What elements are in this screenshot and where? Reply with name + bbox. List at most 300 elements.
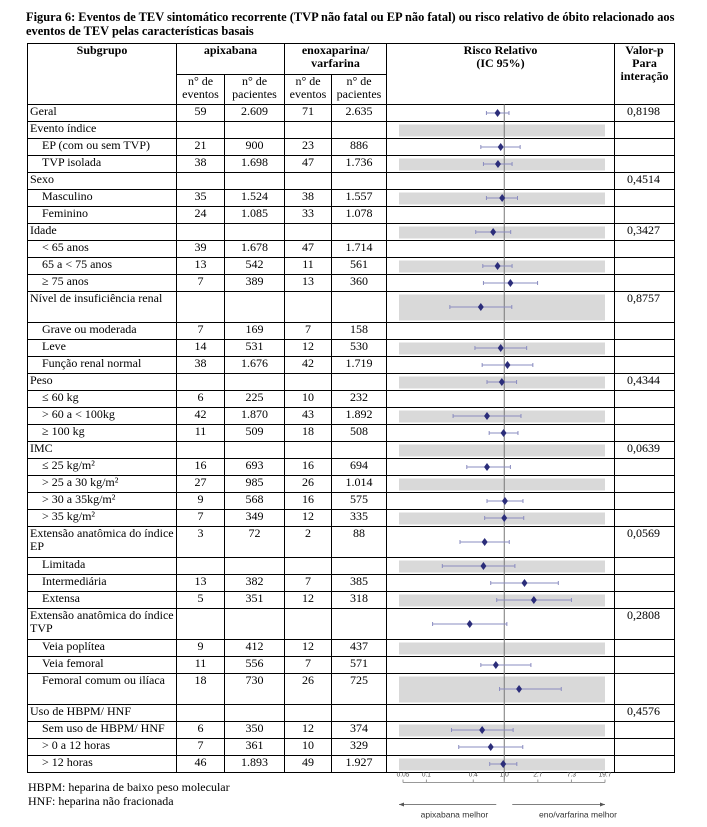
header-enox-events: n° de eventos xyxy=(285,75,332,105)
forest-cell xyxy=(387,207,615,224)
subgroup-label: Sexo xyxy=(28,173,177,190)
forest-cell xyxy=(387,156,615,173)
p-value xyxy=(615,190,675,207)
forest-cell xyxy=(387,657,615,674)
table-row xyxy=(28,722,675,739)
table-row xyxy=(28,292,675,323)
p-value xyxy=(615,558,675,575)
apix-events: 46 xyxy=(177,756,225,773)
subgroup-label: IMC xyxy=(28,442,177,459)
enox-patients: 2.635 xyxy=(332,105,387,122)
apix-events: 35 xyxy=(177,190,225,207)
forest-cell xyxy=(387,575,615,592)
subgroup-label: > 0 a 12 horas xyxy=(28,739,177,756)
enox-patients xyxy=(332,292,387,323)
enox-events xyxy=(285,374,332,391)
subgroup-label: > 25 a 30 kg/m² xyxy=(28,476,177,493)
forest-cell xyxy=(387,173,615,190)
table-row xyxy=(28,340,675,357)
apix-patients: 1.524 xyxy=(225,190,285,207)
enox-patients: 88 xyxy=(332,527,387,558)
enox-events: 26 xyxy=(285,476,332,493)
apix-events: 9 xyxy=(177,640,225,657)
apix-events xyxy=(177,173,225,190)
enox-patients: 725 xyxy=(332,674,387,705)
forest-cell xyxy=(387,323,615,340)
p-value: 0,2808 xyxy=(615,609,675,640)
table-row xyxy=(28,139,675,156)
forest-cell xyxy=(387,756,615,773)
subgroup-label: < 65 anos xyxy=(28,241,177,258)
enox-patients: 1.078 xyxy=(332,207,387,224)
header-rr-title: Risco Relativo xyxy=(463,43,538,57)
forest-cell xyxy=(387,292,615,323)
apix-events: 7 xyxy=(177,739,225,756)
header-p-value: Valor-p Para interação xyxy=(615,44,675,105)
enox-patients: 1.557 xyxy=(332,190,387,207)
enox-events: 13 xyxy=(285,275,332,292)
enox-patients: 385 xyxy=(332,575,387,592)
header-enoxaparin: enoxaparina/ varfarina xyxy=(285,44,387,75)
p-value: 0,8198 xyxy=(615,105,675,122)
apix-patients: 1.678 xyxy=(225,241,285,258)
header-enox-patients: n° de pacientes xyxy=(332,75,387,105)
enox-events xyxy=(285,173,332,190)
apix-events: 3 xyxy=(177,527,225,558)
p-value xyxy=(615,657,675,674)
table-row xyxy=(28,476,675,493)
apix-events xyxy=(177,609,225,640)
apix-patients: 72 xyxy=(225,527,285,558)
apix-events: 14 xyxy=(177,340,225,357)
forest-cell xyxy=(387,558,615,575)
apix-events: 9 xyxy=(177,493,225,510)
subgroup-label: Grave ou moderada xyxy=(28,323,177,340)
enox-events: 7 xyxy=(285,575,332,592)
table-row xyxy=(28,190,675,207)
table-row xyxy=(28,705,675,722)
table-row xyxy=(28,575,675,592)
p-value xyxy=(615,510,675,527)
table-row xyxy=(28,609,675,640)
forest-cell xyxy=(387,139,615,156)
p-value xyxy=(615,476,675,493)
enox-events: 12 xyxy=(285,510,332,527)
apix-patients: 509 xyxy=(225,425,285,442)
subgroup-label: Peso xyxy=(28,374,177,391)
apix-events: 59 xyxy=(177,105,225,122)
enox-events: 12 xyxy=(285,722,332,739)
enox-events: 7 xyxy=(285,323,332,340)
apix-patients: 361 xyxy=(225,739,285,756)
table-row xyxy=(28,527,675,558)
table-row xyxy=(28,442,675,459)
enox-events: 10 xyxy=(285,739,332,756)
subgroup-label: Sem uso de HBPM/ HNF xyxy=(28,722,177,739)
p-value xyxy=(615,340,675,357)
forest-cell xyxy=(387,459,615,476)
apix-patients xyxy=(225,224,285,241)
p-value xyxy=(615,493,675,510)
subgroup-label: Veia femoral xyxy=(28,657,177,674)
x-tick-label: 7.3 xyxy=(566,771,576,779)
apix-patients: 350 xyxy=(225,722,285,739)
x-tick-label: 0.05 xyxy=(396,771,410,779)
forest-cell xyxy=(387,357,615,374)
x-tick-label: 0.4 xyxy=(468,771,478,779)
enox-patients: 1.892 xyxy=(332,408,387,425)
forest-cell xyxy=(387,493,615,510)
forest-cell xyxy=(387,374,615,391)
subgroup-label: ≥ 100 kg xyxy=(28,425,177,442)
enox-patients xyxy=(332,224,387,241)
p-value xyxy=(615,459,675,476)
p-value xyxy=(615,156,675,173)
apix-patients: 1.698 xyxy=(225,156,285,173)
forest-cell xyxy=(387,722,615,739)
enox-patients: 1.714 xyxy=(332,241,387,258)
enox-events: 49 xyxy=(285,756,332,773)
apix-events: 21 xyxy=(177,139,225,156)
p-value xyxy=(615,722,675,739)
p-value xyxy=(615,640,675,657)
arrow-left-head xyxy=(399,803,404,807)
forest-cell xyxy=(387,105,615,122)
table-row xyxy=(28,408,675,425)
apix-events: 38 xyxy=(177,357,225,374)
enox-events: 43 xyxy=(285,408,332,425)
apix-events xyxy=(177,224,225,241)
apix-patients xyxy=(225,122,285,139)
apix-events: 16 xyxy=(177,459,225,476)
subgroup-label: Evento índice xyxy=(28,122,177,139)
table-row xyxy=(28,258,675,275)
apix-events: 11 xyxy=(177,425,225,442)
header-apix-patients: n° de pacientes xyxy=(225,75,285,105)
subgroup-label: ≤ 60 kg xyxy=(28,391,177,408)
table-row xyxy=(28,224,675,241)
p-value xyxy=(615,275,675,292)
apix-patients xyxy=(225,173,285,190)
table-row xyxy=(28,493,675,510)
apix-events: 6 xyxy=(177,722,225,739)
forest-cell xyxy=(387,425,615,442)
apix-patients xyxy=(225,442,285,459)
enox-events xyxy=(285,122,332,139)
apix-events: 11 xyxy=(177,657,225,674)
apix-events: 7 xyxy=(177,275,225,292)
forest-cell xyxy=(387,258,615,275)
enox-patients xyxy=(332,374,387,391)
enox-patients: 561 xyxy=(332,258,387,275)
subgroup-label: Extensa xyxy=(28,592,177,609)
subgroup-label: Intermediária xyxy=(28,575,177,592)
apix-events: 13 xyxy=(177,258,225,275)
apix-patients: 900 xyxy=(225,139,285,156)
forest-cell xyxy=(387,190,615,207)
table-row xyxy=(28,391,675,408)
apix-patients: 2.609 xyxy=(225,105,285,122)
table-row xyxy=(28,156,675,173)
apix-patients xyxy=(225,292,285,323)
enox-events: 71 xyxy=(285,105,332,122)
apix-events: 42 xyxy=(177,408,225,425)
apix-events: 39 xyxy=(177,241,225,258)
enox-events: 7 xyxy=(285,657,332,674)
x-tick-label: 2.7 xyxy=(533,771,543,779)
p-value xyxy=(615,139,675,156)
apix-patients: 349 xyxy=(225,510,285,527)
p-value xyxy=(615,122,675,139)
forest-cell xyxy=(387,408,615,425)
apix-patients: 1.893 xyxy=(225,756,285,773)
subgroup-label: > 35 kg/m² xyxy=(28,510,177,527)
p-value xyxy=(615,739,675,756)
enox-events: 26 xyxy=(285,674,332,705)
apix-events: 38 xyxy=(177,156,225,173)
apix-events xyxy=(177,122,225,139)
p-value xyxy=(615,323,675,340)
forest-cell xyxy=(387,391,615,408)
apix-patients: 1.870 xyxy=(225,408,285,425)
subgroup-label: Limitada xyxy=(28,558,177,575)
enox-patients: 437 xyxy=(332,640,387,657)
forest-cell xyxy=(387,241,615,258)
subgroup-label: Extensão anatômica do índice EP xyxy=(28,527,177,558)
forest-cell xyxy=(387,674,615,705)
p-value xyxy=(615,425,675,442)
subgroup-label: ≥ 75 anos xyxy=(28,275,177,292)
enox-events xyxy=(285,224,332,241)
apix-events: 6 xyxy=(177,391,225,408)
forest-cell xyxy=(387,224,615,241)
subgroup-label: 65 a < 75 anos xyxy=(28,258,177,275)
table-row xyxy=(28,323,675,340)
enox-patients xyxy=(332,173,387,190)
apix-patients xyxy=(225,609,285,640)
apix-patients: 693 xyxy=(225,459,285,476)
apix-patients: 412 xyxy=(225,640,285,657)
header-rr-ci: (IC 95%) xyxy=(476,56,525,70)
forest-cell xyxy=(387,442,615,459)
apix-events: 24 xyxy=(177,207,225,224)
enox-patients: 575 xyxy=(332,493,387,510)
apix-patients: 169 xyxy=(225,323,285,340)
enox-events: 38 xyxy=(285,190,332,207)
p-value xyxy=(615,592,675,609)
enox-events xyxy=(285,292,332,323)
table-row xyxy=(28,241,675,258)
enox-patients: 530 xyxy=(332,340,387,357)
table-row xyxy=(28,122,675,139)
apix-events: 5 xyxy=(177,592,225,609)
subgroup-label: > 12 horas xyxy=(28,756,177,773)
enox-events: 47 xyxy=(285,156,332,173)
enox-patients: 571 xyxy=(332,657,387,674)
enox-patients: 335 xyxy=(332,510,387,527)
header-apixaban: apixabana xyxy=(177,44,285,75)
table-row xyxy=(28,558,675,575)
apix-patients: 531 xyxy=(225,340,285,357)
apix-patients xyxy=(225,374,285,391)
enox-events xyxy=(285,609,332,640)
p-value: 0,8757 xyxy=(615,292,675,323)
enox-patients: 329 xyxy=(332,739,387,756)
table-row xyxy=(28,374,675,391)
enox-patients: 886 xyxy=(332,139,387,156)
x-tick-label: 19.7 xyxy=(598,771,612,779)
header-apix-events: n° de eventos xyxy=(177,75,225,105)
enox-events: 18 xyxy=(285,425,332,442)
enox-patients: 1.736 xyxy=(332,156,387,173)
table-row xyxy=(28,674,675,705)
apix-events: 18 xyxy=(177,674,225,705)
apix-patients: 730 xyxy=(225,674,285,705)
enox-events xyxy=(285,705,332,722)
apix-patients: 389 xyxy=(225,275,285,292)
apix-patients: 542 xyxy=(225,258,285,275)
p-value xyxy=(615,575,675,592)
forest-cell xyxy=(387,510,615,527)
forest-cell xyxy=(387,527,615,558)
subgroup-label: > 30 a 35kg/m² xyxy=(28,493,177,510)
enox-events xyxy=(285,558,332,575)
x-tick-label: 0.1 xyxy=(421,771,431,779)
apix-patients: 985 xyxy=(225,476,285,493)
enox-events: 12 xyxy=(285,640,332,657)
subgroup-label: > 60 a < 100kg xyxy=(28,408,177,425)
apix-patients: 1.676 xyxy=(225,357,285,374)
p-value: 0,0569 xyxy=(615,527,675,558)
enox-events: 2 xyxy=(285,527,332,558)
subgroup-label: Geral xyxy=(28,105,177,122)
forest-cell xyxy=(387,705,615,722)
apix-events xyxy=(177,705,225,722)
enox-patients: 232 xyxy=(332,391,387,408)
subgroup-label: Nível de insuficiência renal xyxy=(28,292,177,323)
forest-cell xyxy=(387,340,615,357)
table-row xyxy=(28,756,675,773)
enox-events: 16 xyxy=(285,493,332,510)
forest-cell xyxy=(387,640,615,657)
apix-patients xyxy=(225,705,285,722)
subgroup-table xyxy=(27,43,675,773)
footnotes xyxy=(28,780,230,808)
table-row xyxy=(28,739,675,756)
apix-patients xyxy=(225,558,285,575)
subgroup-label: Função renal normal xyxy=(28,357,177,374)
enox-events: 10 xyxy=(285,391,332,408)
enox-patients xyxy=(332,558,387,575)
table-row xyxy=(28,173,675,190)
enox-patients: 1.014 xyxy=(332,476,387,493)
enox-patients xyxy=(332,609,387,640)
apix-events xyxy=(177,374,225,391)
favor-left-label: apixabana melhor xyxy=(420,809,489,820)
forest-cell xyxy=(387,122,615,139)
apix-events: 7 xyxy=(177,510,225,527)
subgroup-label: Uso de HBPM/ HNF xyxy=(28,705,177,722)
subgroup-label: TVP isolada xyxy=(28,156,177,173)
header-relative-risk xyxy=(387,44,615,105)
enox-events xyxy=(285,442,332,459)
table-row xyxy=(28,510,675,527)
subgroup-label: Veia poplítea xyxy=(28,640,177,657)
p-value xyxy=(615,207,675,224)
table-row xyxy=(28,425,675,442)
enox-patients: 1.719 xyxy=(332,357,387,374)
forest-cell xyxy=(387,739,615,756)
p-value xyxy=(615,241,675,258)
p-value xyxy=(615,357,675,374)
enox-patients: 360 xyxy=(332,275,387,292)
figure-caption: Figura 6: Eventos de TEV sintomático recorrente (TVP não fatal ou EP não fatal) ou risco relativo de óbito relacionado aos eventos de TEV pelas características basais xyxy=(26,10,675,38)
p-value xyxy=(615,408,675,425)
subgroup-label: Extensão anatômica do índice TVP xyxy=(28,609,177,640)
p-value: 0,4514 xyxy=(615,173,675,190)
table-row xyxy=(28,105,675,122)
table-row xyxy=(28,657,675,674)
p-value xyxy=(615,674,675,705)
footnote-hnf: HNF: heparina não fracionada xyxy=(28,794,174,808)
p-value: 0,0639 xyxy=(615,442,675,459)
enox-patients xyxy=(332,122,387,139)
enox-events: 16 xyxy=(285,459,332,476)
table-row xyxy=(28,592,675,609)
footnote-hbpm: HBPM: heparina de baixo peso molecular xyxy=(28,780,230,794)
p-value: 0,4344 xyxy=(615,374,675,391)
x-tick-label: 1.0 xyxy=(499,771,509,779)
apix-patients: 556 xyxy=(225,657,285,674)
apix-patients: 351 xyxy=(225,592,285,609)
enox-events: 33 xyxy=(285,207,332,224)
subgroup-label: ≤ 25 kg/m² xyxy=(28,459,177,476)
enox-patients: 1.927 xyxy=(332,756,387,773)
enox-events: 11 xyxy=(285,258,332,275)
enox-patients: 158 xyxy=(332,323,387,340)
forest-cell xyxy=(387,609,615,640)
enox-patients: 694 xyxy=(332,459,387,476)
enox-patients: 508 xyxy=(332,425,387,442)
apix-events: 27 xyxy=(177,476,225,493)
p-value xyxy=(615,258,675,275)
subgroup-label: Feminino xyxy=(28,207,177,224)
enox-events: 47 xyxy=(285,241,332,258)
enox-patients xyxy=(332,442,387,459)
apix-patients: 568 xyxy=(225,493,285,510)
favor-right-label: eno/varfarina melhor xyxy=(539,809,617,820)
header-subgroup: Subgrupo xyxy=(28,44,177,105)
table-row xyxy=(28,207,675,224)
enox-events: 42 xyxy=(285,357,332,374)
table-row xyxy=(28,459,675,476)
subgroup-label: Masculino xyxy=(28,190,177,207)
apix-patients: 382 xyxy=(225,575,285,592)
apix-events: 7 xyxy=(177,323,225,340)
table-row xyxy=(28,640,675,657)
forest-cell xyxy=(387,592,615,609)
forest-cell xyxy=(387,275,615,292)
apix-events xyxy=(177,442,225,459)
apix-patients: 1.085 xyxy=(225,207,285,224)
subgroup-label: EP (com ou sem TVP) xyxy=(28,139,177,156)
enox-events: 23 xyxy=(285,139,332,156)
p-value xyxy=(615,756,675,773)
table-row xyxy=(28,357,675,374)
p-value: 0,4576 xyxy=(615,705,675,722)
arrow-right-head xyxy=(600,803,605,807)
subgroup-label: Femoral comum ou ilíaca xyxy=(28,674,177,705)
